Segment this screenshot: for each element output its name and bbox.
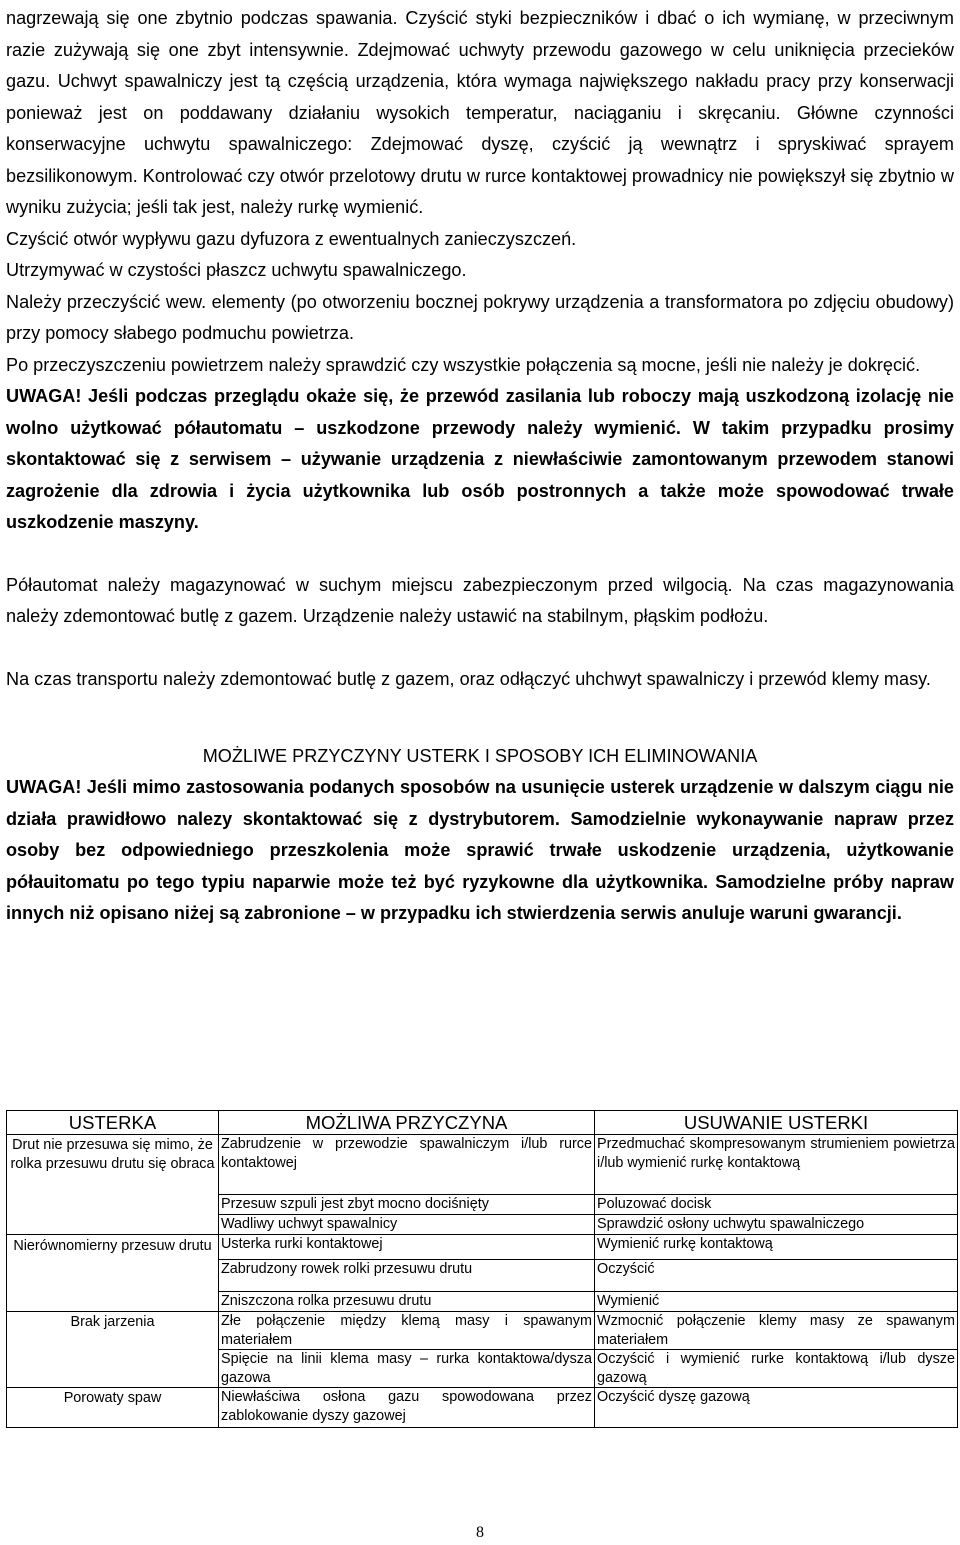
document-page bbox=[6, 0, 954, 930]
cause-cell: Złe połączenie między klemą masy i spawanym materiałem bbox=[219, 1312, 595, 1350]
remedy-cell: Poluzować docisk bbox=[595, 1195, 958, 1215]
remedy-cell: Oczyścić dyszę gazową bbox=[595, 1388, 958, 1428]
remedy-cell: Wzmocnić połączenie klemy masy ze spawanym materiałem bbox=[595, 1312, 958, 1350]
table-row bbox=[7, 1388, 958, 1428]
section-heading: MOŻLIWE PRZYCZYNY USTERK I SPOSOBY ICH ELIMINOWANIA bbox=[202, 746, 758, 766]
fault-cell: Drut nie przesuwa się mimo, że rolka przesuwu drutu się obraca bbox=[7, 1135, 219, 1235]
cause-cell: Przesuw szpuli jest zbyt mocno dociśnięty bbox=[219, 1195, 595, 1215]
cause-cell: Spięcie na linii klema masy – rurka kontaktowa/dysza gazowa bbox=[219, 1350, 595, 1388]
remedy-cell: Sprawdzić osłony uchwytu spawalniczego bbox=[595, 1215, 958, 1235]
fault-cell: Brak jarzenia bbox=[7, 1312, 219, 1388]
cause-cell: Zniszczona rolka przesuwu drutu bbox=[219, 1292, 595, 1312]
spacer bbox=[6, 633, 954, 664]
header-cause: MOŻLIWA PRZYCZYNA bbox=[219, 1111, 595, 1135]
header-fault: USTERKA bbox=[7, 1111, 219, 1135]
remedy-cell: Wymienić rurkę kontaktową bbox=[595, 1235, 958, 1260]
cause-cell: Wadliwy uchwyt spawalnicy bbox=[219, 1215, 595, 1235]
table-row bbox=[7, 1312, 958, 1350]
remedy-cell: Oczyścić i wymienić rurke kontaktową i/lub dysze gazową bbox=[595, 1350, 958, 1388]
table-row bbox=[7, 1135, 958, 1195]
cause-cell: Usterka rurki kontaktowej bbox=[219, 1235, 595, 1260]
cause-cell: Zabrudzenie w przewodzie spawalniczym i/lub rurce kontaktowej bbox=[219, 1135, 595, 1195]
cause-cell: Zabrudzony rowek rolki przesuwu drutu bbox=[219, 1260, 595, 1292]
maintenance-paragraph: nagrzewają się one zbytnio podczas spawania. Czyścić styki bezpieczników i dbać o ich wymianę, w przeciwnym razie zużywają się one zbyt intensywnie. Zdejmować uchwyty przewodu gazowego w celu uniknięcia przecieków gazu. Uchwyt spawalniczy jest tą częścią urządzenia, która wymaga największego nakładu pracy przy konserwacji ponieważ jest on poddawany działaniu wysokich temperatur, naciąganiu i skręcaniu. Główne czynności konserwacyjne uchwytu spawalniczego: Zdejmować dyszę, czyścić ją wewnątrz i spryskiwać sprayem bezsilikonowym. Kontrolować czy otwór przelotowy drutu w rurce kontaktowej prowadnicy nie powiększył się zbytnio w wyniku zużycia; jeśli tak jest, należy rurkę wymienić. bbox=[6, 8, 954, 217]
internal-cleaning-paragraph: Należy przeczyścić wew. elementy (po otworzeniu bocznej pokrywy urządzenia a transformatora po zdjęciu obudowy) przy pomocy słabego podmuchu powietrza. bbox=[6, 291, 954, 343]
table-header-row bbox=[7, 1111, 958, 1135]
fault-cell: Nierównomierny przesuw drutu bbox=[7, 1235, 219, 1312]
remedy-cell: Oczyścić bbox=[595, 1260, 958, 1292]
page-number: 8 bbox=[476, 1524, 484, 1541]
remedy-cell: Przedmuchać skompresowanym strumieniem powietrza i/lub wymienić rurkę kontaktową bbox=[595, 1135, 958, 1195]
torch-jacket-paragraph: Utrzymywać w czystości płaszcz uchwytu spawalniczego. bbox=[6, 260, 467, 280]
fault-cell: Porowaty spaw bbox=[7, 1388, 219, 1428]
cable-warning-paragraph: UWAGA! Jeśli podczas przeglądu okaże się, że przewód zasilania lub roboczy mają uszkodzoną izolację nie wolno użytkować półautomatu – uszkodzone przewody należy wymienić. W takim przypadku prosimy skontaktować się z serwisem – używanie urządzenia z niewłaściwie zamontowanym przewodem stanowi zagrożenie dla zdrowia i życia użytkownika lub osób postronnych a także może spowodować trwałe uszkodzenie maszyny. bbox=[6, 386, 954, 532]
connections-check-paragraph: Po przeczyszczeniu powietrzem należy sprawdzić czy wszystkie połączenia są mocne, jeśli nie należy je dokręcić. bbox=[6, 354, 921, 375]
spacer bbox=[6, 539, 954, 570]
transport-paragraph: Na czas transportu należy zdemontować butlę z gazem, oraz odłączyć uhchwyt spawalniczy i przewód klemy masy. bbox=[6, 668, 931, 689]
cause-cell: Niewłaściwa osłona gazu spowodowana przez zablokowanie dyszy gazowej bbox=[219, 1388, 595, 1428]
storage-paragraph: Półautomat należy magazynować w suchym miejscu zabezpieczonym przed wilgocią. Na czas magazynowania należy zdemontować butlę z gazem. Urządzenie należy ustawić na stabilnym, płąskim podłożu. bbox=[6, 574, 954, 626]
remedy-cell: Wymienić bbox=[595, 1292, 958, 1312]
diffuser-cleaning-paragraph: Czyścić otwór wypływu gazu dyfuzora z ewentualnych zanieczyszczeń. bbox=[6, 228, 577, 249]
header-remedy: USUWANIE USTERKI bbox=[595, 1111, 958, 1135]
spacer bbox=[6, 695, 954, 741]
table-row bbox=[7, 1235, 958, 1260]
troubleshooting-table bbox=[6, 1110, 958, 1428]
repair-warning-paragraph: UWAGA! Jeśli mimo zastosowania podanych sposobów na usunięcie usterek urządzenie w dalszym ciągu nie działa prawidłowo nalezy skontaktować się z dystrybutorem. Samodzielnie wykonaywanie napraw przez osoby bez odpowiedniego przeszkolenia może sprawić trwałe uskodzenie urządzenia, użytkowanie półauitomatu po tego typiu naparwie może też być ryzykowne dla użytkownika. Samodzielne próby napraw innych niż opisano niżej są zabronione – w przypadku ich stwierdzenia serwis anuluje waruni gwarancji. bbox=[6, 777, 954, 923]
